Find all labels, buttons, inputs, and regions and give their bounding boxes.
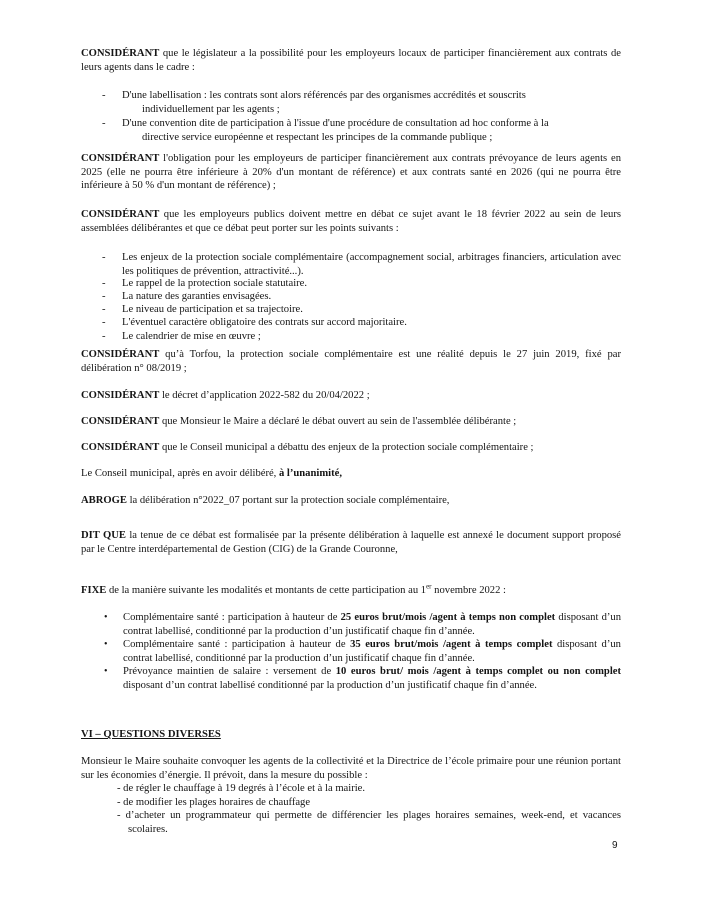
list-item-text: Complémentaire santé : participation à hauteur de [123, 612, 341, 623]
paragraph-considerant-7 [81, 441, 621, 455]
paragraph-text: Monsieur le Maire souhaite convoquer les agents de la collectivité et la Directrice de l’école primaire pour une réunion portant sur les économies d’énergie. Il prévoit, dans la mesure du possible : [81, 756, 621, 781]
paragraph-considerant-5 [81, 389, 621, 403]
list-item [117, 782, 621, 796]
paragraph-fixe [81, 584, 621, 598]
paragraph-lead: CONSIDÉRANT [81, 416, 160, 427]
paragraph-considerant-2 [81, 152, 621, 193]
superscript: er [426, 582, 432, 591]
list-item-text: Le calendrier de mise en œuvre ; [122, 331, 261, 342]
list-item [102, 277, 621, 291]
dash-bullet: - [102, 331, 106, 342]
paragraph-text: la délibération n°2022_07 portant sur la protection sociale complémentaire, [126, 495, 450, 506]
unanimity-text: à l’unanimité, [278, 468, 342, 479]
dash-bullet: - [102, 90, 106, 101]
paragraph-lead: CONSIDÉRANT [81, 349, 160, 360]
paragraph-text: que Monsieur le Maire a déclaré le débat ouvert au sein de l'assemblée délibérante ; [159, 416, 517, 427]
dash-bullet: - [102, 304, 106, 315]
list-item [117, 809, 621, 836]
bullet-icon: • [104, 639, 108, 650]
list-item-text: Le niveau de participation et sa trajectoire. [122, 304, 303, 315]
paragraph-text: que les employeurs publics doivent mettre en débat ce sujet avant le 18 février 2022 au sein de leurs assemblées délibérantes et que ce débat peut porter sur les points suivants : [81, 209, 621, 234]
paragraph-questions-diverses [81, 755, 621, 782]
paragraph-text: la tenue de ce débat est formalisée par la présente délibération à laquelle est annexé le document support proposé par le Centre interdépartemental de Gestion (CIG) de la Grande Couronne, [81, 530, 621, 555]
list-item-text: disposant d’un contrat labellisé conditionné par la production d’un justificatif chaque fin d’année. [123, 679, 537, 691]
paragraph-lead: CONSIDÉRANT [81, 209, 160, 220]
dash-bullet: - [102, 278, 106, 289]
paragraph-lead: CONSIDÉRANT [81, 153, 160, 164]
paragraph-lead: CONSIDÉRANT [81, 442, 160, 453]
paragraph-deliberation [81, 467, 621, 481]
list-item [102, 665, 621, 692]
list-item-text: Complémentaire santé : participation à hauteur de [123, 639, 351, 650]
list-item-text: Les enjeux de la protection sociale complémentaire (accompagnement social, arbitrages financiers, articulation avec les politiques de prévention, attractivité...). [122, 252, 621, 277]
paragraph-lead: CONSIDÉRANT [81, 48, 160, 59]
paragraph-text: de la manière suivante les modalités et montants de cette participation au 1 [106, 585, 427, 596]
list-item-text: - de modifier les plages horaires de chauffage [117, 797, 311, 808]
paragraph-text: l'obligation pour les employeurs de participer financièrement aux contrats prévoyance de leurs agents en 2025 (elle ne pourra être inférieure à 20% d'un montant de référence) et aux contrats santé en 2026 (qui ne pourra être inférieure à 50 % d'un montant de référence) ; [81, 153, 621, 192]
paragraph-dit-que [81, 529, 621, 556]
paragraph-considerant-4 [81, 348, 621, 375]
list-item [102, 290, 621, 304]
paragraph-text: Le Conseil municipal, après en avoir délibéré, [81, 468, 279, 479]
paragraph-text: novembre 2022 : [431, 585, 506, 596]
list-item [102, 638, 621, 665]
list-item [102, 611, 621, 638]
bullet-icon: • [104, 666, 108, 677]
list-item [102, 316, 621, 330]
list-item-amount: 10 euros brut/ mois /agent à temps complet ou non complet [335, 666, 621, 677]
list-item [102, 330, 621, 344]
bullet-icon: • [104, 612, 108, 623]
paragraph-considerant-1 [81, 47, 621, 74]
paragraph-lead: ABROGE [81, 495, 127, 506]
list-item-amount: 35 euros brut/mois /agent à temps complet [350, 639, 553, 650]
paragraph-lead: FIXE [81, 585, 107, 596]
page-number: 9 [612, 840, 618, 851]
paragraph-text: que le Conseil municipal a débattu des enjeux de la protection sociale complémentaire ; [159, 442, 534, 453]
section-heading: VI – QUESTIONS DIVERSES [81, 729, 221, 740]
list-item-text: disposant d’un contrat labellisé, conditionné par la production d’un justificatif chaque fin d’année. [123, 639, 621, 664]
dash-bullet: - [102, 291, 106, 302]
list-item [102, 117, 621, 144]
list-item-text: D'une convention dite de participation à l'issue d'une procédure de consultation ad hoc conforme à la [122, 118, 549, 129]
paragraph-text: que le législateur a la possibilité pour les employeurs locaux de participer financièrement aux contrats de leurs agents dans le cadre : [81, 48, 621, 73]
paragraph-considerant-3 [81, 208, 621, 235]
dash-bullet: - [102, 317, 106, 328]
list-item-text: L'éventuel caractère obligatoire des contrats sur accord majoritaire. [122, 317, 407, 328]
paragraph-lead: DIT QUE [81, 530, 126, 541]
dash-bullet: - [102, 252, 106, 263]
list-item [102, 251, 621, 278]
paragraph-considerant-6 [81, 415, 621, 429]
dash-bullet: - [102, 118, 106, 129]
paragraph-text: qu’à Torfou, la protection sociale complémentaire est une réalité depuis le 27 juin 2019, fixé par délibération n° 08/2019 ; [81, 349, 621, 374]
list-item-text: La nature des garanties envisagées. [122, 291, 272, 302]
list-item-text: - de régler le chauffage à 19 degrés à l’école et à la mairie. [117, 783, 366, 794]
list-item [102, 89, 621, 116]
list-item [117, 796, 621, 810]
list-item-text: - d’acheter un programmateur qui permette de différencier les plages horaires semaines, week-end, et vacances scolaires. [117, 810, 621, 835]
paragraph-text: le décret d’application 2022-582 du 20/04/2022 ; [159, 390, 370, 401]
list-item [102, 303, 621, 317]
list-item-text: directive service européenne et respectant les principes de la commande publique ; [142, 131, 493, 143]
list-item-text: Le rappel de la protection sociale statutaire. [122, 278, 308, 289]
list-item-amount: 25 euros brut/mois /agent à temps non complet [340, 612, 556, 623]
paragraph-lead: CONSIDÉRANT [81, 390, 160, 401]
list-item-text: disposant d’un contrat labellisé, conditionné par la production d’un justificatif chaque fin d’année. [123, 612, 621, 637]
list-item-text: Prévoyance maintien de salaire : versement de [123, 666, 336, 677]
paragraph-abroge [81, 494, 621, 508]
list-item-text: individuellement par les agents ; [142, 103, 280, 115]
list-item-text: D'une labellisation : les contrats sont alors référencés par des organismes accrédités et souscrits [122, 90, 526, 101]
